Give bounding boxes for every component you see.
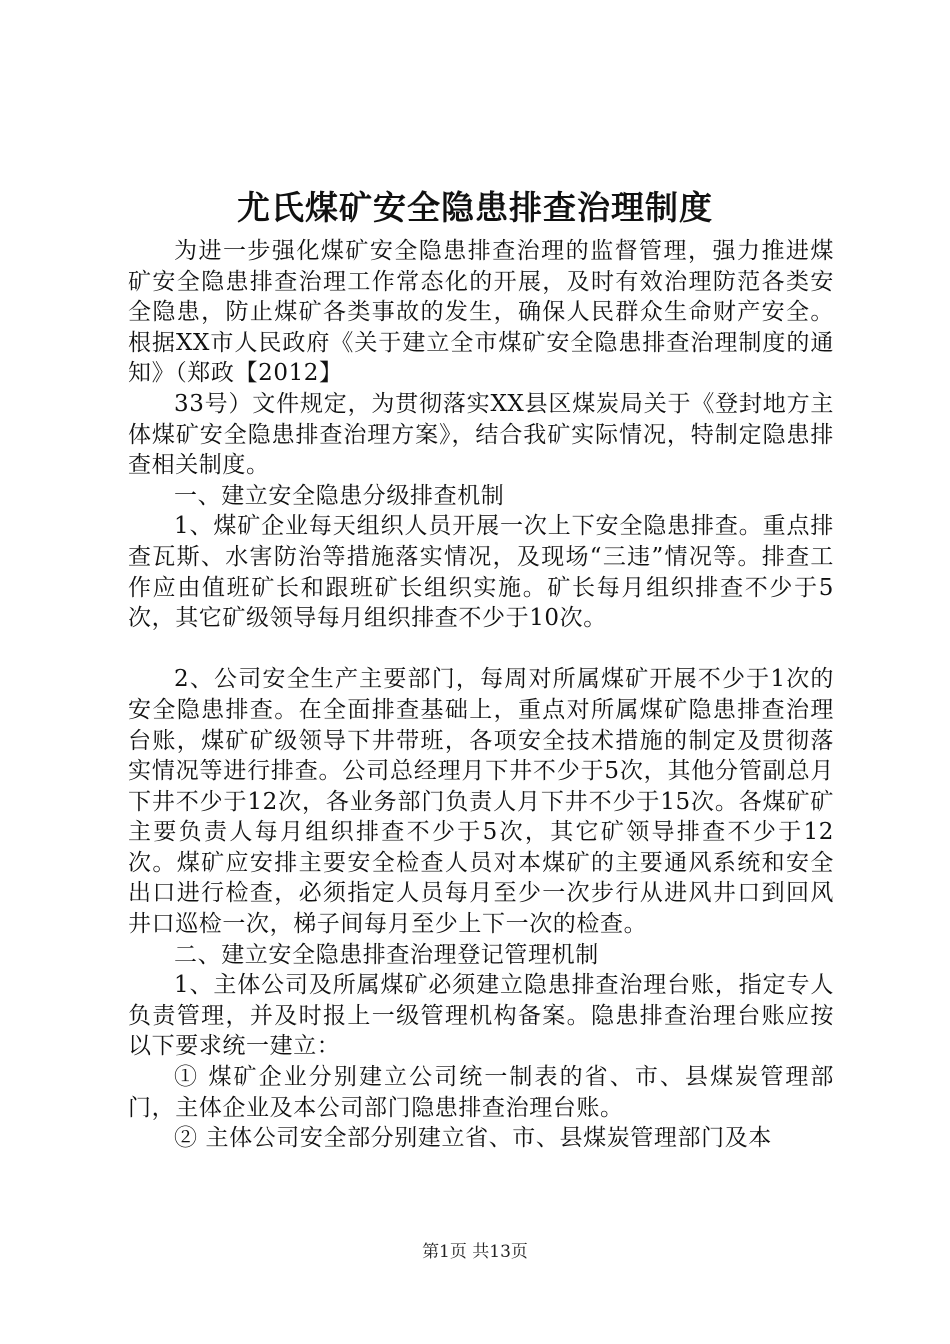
document-title: 尤氏煤矿安全隐患排查治理制度 (237, 188, 713, 227)
section-heading-1: 一、建立安全隐患分级排查机制 (174, 482, 505, 509)
page-footer: 第1页 共13页 (422, 1242, 528, 1262)
paragraph-ledger: 1、主体公司及所属煤矿必须建立隐患排查治理台账，指定专人负责管理，并及时报上一级管理机构备案。隐患排查治理台账应按以下要求统一建立： (128, 972, 834, 1060)
paragraph-weekly-inspection: 2、公司安全生产主要部门，每周对所属煤矿开展不少于1次的安全隐患排查。在全面排查基础上，重点对所属煤矿隐患排查治理台账，煤矿矿级领导下井带班，各项安全技术措施的制定及贯彻落实情况等进行排查。公司总经理月下井不少于5次，其他分管副总月下井不少于12次，各业务部门负责人月下井不少于15次。各煤矿矿主要负责人每月组织排查不少于5次，其它矿领导排查不少于12次。煤矿应安排主要安全检查人员对本煤矿的主要通风系统和安全出口进行检查，必须指定人员每月至少一次步行从进风井口到回风井口巡检一次，梯子间每月至少上下一次的检查。 (128, 666, 834, 938)
document-body (128, 236, 834, 1154)
paragraph-item-2: ② 主体公司安全部分别建立省、市、县煤炭管理部门及本 (174, 1125, 772, 1152)
paragraph-daily-inspection: 1、煤矿企业每天组织人员开展一次上下安全隐患排查。重点排查瓦斯、水害防治等措施落实情况，及现场“三违”情况等。排查工作应由值班矿长和跟班矿长组织实施。矿长每月组织排查不少于5次，其它矿级领导每月组织排查不少于10次。 (128, 513, 834, 632)
section-heading-2: 二、建立安全隐患排查治理登记管理机制 (174, 941, 599, 968)
paragraph-regulation: 33号）文件规定，为贯彻落实XX县区煤炭局关于《登封地方主体煤矿安全隐患排查治理方案》，结合我矿实际情况，特制定隐患排查相关制度。 (128, 390, 834, 479)
paragraph-intro: 为进一步强化煤矿安全隐患排查治理的监督管理，强力推进煤矿安全隐患排查治理工作常态化的开展，及时有效治理防范各类安全隐患，防止煤矿各类事故的发生，确保人民群众生命财产安全。根据XX市人民政府《关于建立全市煤矿安全隐患排查治理制度的通知》（郑政【2012】 (128, 238, 834, 387)
paragraph-item-1: ① 煤矿企业分别建立公司统一制表的省、市、县煤炭管理部门，主体企业及本公司部门隐患排查治理台账。 (128, 1064, 834, 1121)
